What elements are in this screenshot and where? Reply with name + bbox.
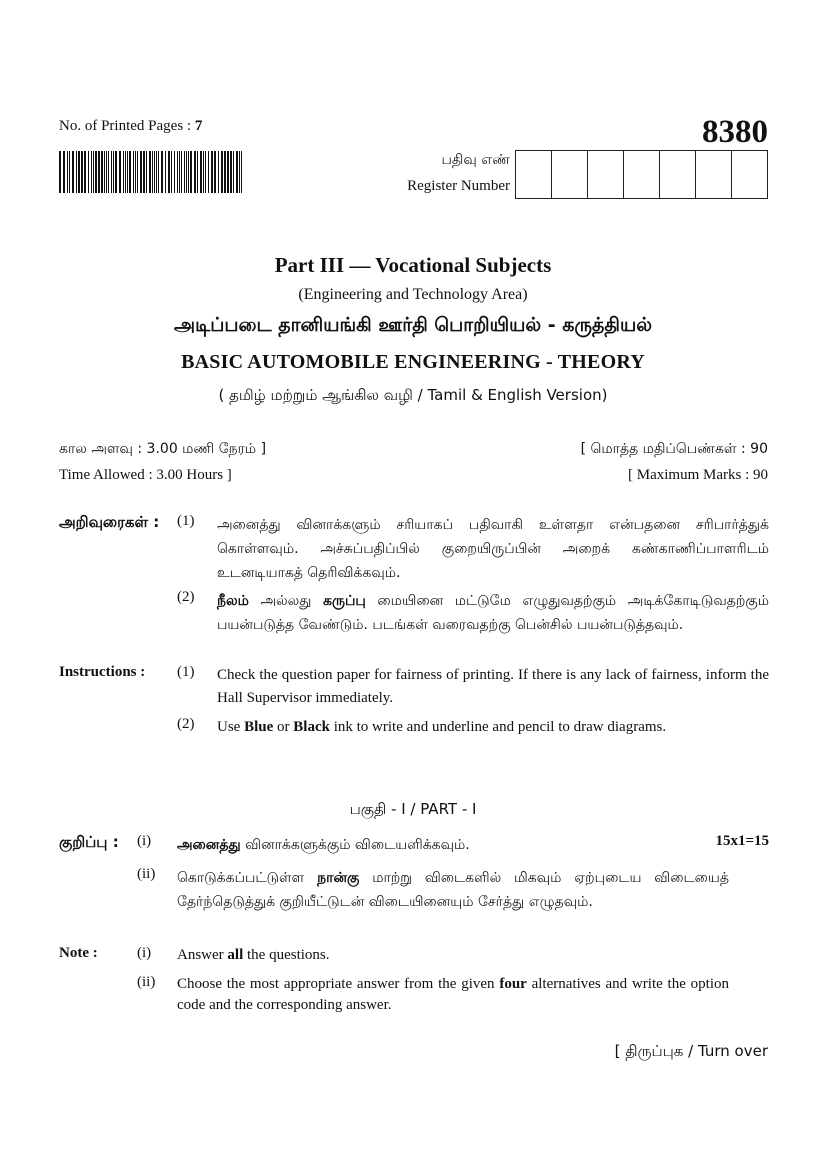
instruction-tamil-2: (2) நீலம் அல்லது கருப்பு மையினை மட்டுமே எழுதுவதற்கும் அடிக்கோடிடுவதற்கும் பயன்படுத்த வேண்டும். படங்கள் வரைவதற்கு பென்சில் பயன்படுத்தவும்.: [59, 589, 769, 637]
subject-area: (Engineering and Technology Area): [298, 286, 528, 303]
barcode-bar: [194, 151, 196, 193]
barcode-bar: [171, 151, 172, 193]
barcode-bar: [168, 151, 170, 193]
barcode-bar: [143, 151, 145, 193]
barcode-bar: [127, 151, 128, 193]
barcode-bar: [125, 151, 126, 193]
instruction-text: Check the question paper for fairness of printing. If there is any lack of fairness, inform the Hall Supervisor immediately.: [217, 667, 769, 706]
barcode-bar: [69, 151, 70, 193]
barcode-bar: [84, 151, 86, 193]
barcode-image: [59, 151, 245, 193]
barcode-bar: [208, 151, 209, 193]
register-digit-box[interactable]: [588, 151, 624, 198]
barcode-bar: [133, 151, 134, 193]
barcode-bar: [174, 151, 175, 193]
barcode-bar: [113, 151, 114, 193]
barcode-bar: [241, 151, 242, 193]
barcode-bar: [129, 151, 131, 193]
barcode-bar: [200, 151, 202, 193]
barcode-bar: [137, 151, 138, 193]
register-number-label: Register Number: [407, 178, 510, 194]
barcode-bar: [205, 151, 206, 193]
barcode-bar: [203, 151, 204, 193]
maximum-marks-tamil: [ மொத்த மதிப்பெண்கள் : 90: [580, 441, 768, 457]
instruction-tamil-1: அறிவுரைகள் : (1) அனைத்து வினாக்களும் சரியாகப் பதிவாகி உள்ளதா என்பதனை சரிபார்த்துக் கொள்ளவும். அச்சுப்பதிப்பில் குறையிருப்பின் அறைக் கண்காணிப்பாளரிடம் உடனடியாகத் தெரிவிக்கவும்.: [59, 513, 769, 585]
maximum-marks: [ Maximum Marks : 90: [628, 467, 768, 483]
register-number-label-tamil: பதிவு எண்: [441, 152, 510, 168]
part-one-title: பகுதி - I / PART - I: [349, 800, 477, 818]
barcode-bar: [152, 151, 153, 193]
barcode-bar: [78, 151, 80, 193]
barcode-bar: [156, 151, 157, 193]
register-digit-box[interactable]: [732, 151, 767, 198]
turn-over-label: [ திருப்புக / Turn over: [614, 1042, 768, 1060]
paper-code: 8380: [702, 114, 768, 150]
barcode-bar: [211, 151, 213, 193]
register-digit-box[interactable]: [552, 151, 588, 198]
barcode-bar: [239, 151, 240, 193]
barcode-bar: [119, 151, 121, 193]
barcode-bar: [106, 151, 107, 193]
instruction-text: அனைத்து வினாக்களும் சரியாகப் பதிவாகி உள்ளதா என்பதனை சரிபார்த்துக் கொள்ளவும். அச்சுப்பதிப்பில் குறையிருப்பின் அறைக் கண்காணிப்பாளரிடம் உடனடியாகத் தெரிவிக்கவும்.: [217, 517, 769, 581]
barcode-bar: [101, 151, 103, 193]
barcode-bar: [88, 151, 89, 193]
barcode-bar: [93, 151, 94, 193]
barcode-bar: [81, 151, 83, 193]
barcode-bar: [233, 151, 234, 193]
instructions-label-tamil: அறிவுரைகள் :: [59, 513, 160, 531]
barcode-bar: [236, 151, 238, 193]
barcode-bar: [188, 151, 189, 193]
barcode-bar: [186, 151, 187, 193]
barcode-bar: [149, 151, 151, 193]
register-digit-box[interactable]: [516, 151, 552, 198]
part-title: Part III — Vocational Subjects: [274, 253, 552, 277]
barcode-bar: [91, 151, 92, 193]
register-digit-box[interactable]: [624, 151, 660, 198]
barcode-bar: [72, 151, 74, 193]
barcode-bar: [190, 151, 192, 193]
barcode-bar: [115, 151, 117, 193]
note-label: Note :: [59, 945, 98, 961]
note-text: Choose the most appropriate answer from the given four alternatives and write the option code and the corresponding answer.: [177, 976, 729, 1013]
register-digit-box[interactable]: [660, 151, 696, 198]
barcode-bar: [123, 151, 124, 193]
barcode-bar: [98, 151, 100, 193]
barcode-bar: [177, 151, 178, 193]
barcode-bar: [224, 151, 226, 193]
barcode-bar: [161, 151, 163, 193]
instruction-text: நீலம் அல்லது கருப்பு மையினை மட்டுமே எழுதுவதற்கும் அடிக்கோடிடுவதற்கும் பயன்படுத்த வேண்டும். படங்கள் வரைவதற்கு பென்சில் பயன்படுத்தவும்.: [217, 593, 769, 633]
barcode-bar: [230, 151, 232, 193]
instruction-english-1: Instructions : (1) Check the question paper for fairness of printing. If there is any lack of fairness, inform the Hall Supervisor immediately.: [59, 664, 769, 710]
marks-allocation: 15x1=15: [715, 833, 769, 849]
note-tamil-2: (ii) கொடுக்கப்பட்டுள்ள நான்கு மாற்று விடைகளில் மிகவும் ஏற்புடைய விடையைத் தேர்ந்தெடுத்துக் குறியீட்டுடன் விடையினையும் சேர்த்து எழுதவும்.: [59, 866, 769, 914]
note-english-2: (ii) Choose the most appropriate answer from the given four alternatives and write the option code and the corresponding answer.: [59, 974, 769, 1016]
version-line: ( தமிழ் மற்றும் ஆங்கில வழி / Tamil & English Version): [218, 386, 608, 404]
barcode-bar: [214, 151, 216, 193]
instruction-text: Use Blue or Black ink to write and underline and pencil to draw diagrams.: [217, 719, 667, 735]
register-digit-box[interactable]: [696, 151, 732, 198]
register-number-boxes[interactable]: [515, 150, 768, 199]
note-english-1: Note : (i) Answer all the questions.: [59, 945, 769, 966]
note-label-tamil: குறிப்பு :: [59, 833, 119, 851]
barcode-bar: [63, 151, 65, 193]
instruction-english-2: (2) Use Blue or Black ink to write and underline and pencil to draw diagrams.: [59, 716, 769, 739]
barcode-bar: [197, 151, 198, 193]
barcode-bar: [218, 151, 219, 193]
subject-title-tamil: அடிப்படை தானியங்கி ஊர்தி பொறியியல் - கருத்தியல்: [173, 314, 653, 336]
barcode-bar: [140, 151, 142, 193]
note-text: Answer all the questions.: [177, 947, 330, 963]
barcode-bar: [184, 151, 185, 193]
barcode-bar: [179, 151, 180, 193]
barcode-bar: [221, 151, 223, 193]
printed-pages: No. of Printed Pages : 7: [59, 118, 203, 134]
barcode-bar: [59, 151, 61, 193]
barcode-bar: [104, 151, 105, 193]
note-tamil-1: குறிப்பு : (i) அனைத்து வினாக்களுக்கும் விடையளிக்கவும். 15x1=15: [59, 833, 769, 857]
barcode-bar: [95, 151, 97, 193]
instructions-label: Instructions :: [59, 664, 146, 680]
barcode-bar: [165, 151, 166, 193]
barcode-bar: [135, 151, 136, 193]
subject-title-english: BASIC AUTOMOBILE ENGINEERING - THEORY: [181, 351, 645, 373]
barcode-bar: [67, 151, 68, 193]
barcode-bar: [227, 151, 229, 193]
barcode-bar: [158, 151, 159, 193]
barcode-bar: [146, 151, 147, 193]
time-allowed-tamil: கால அளவு : 3.00 மணி நேரம் ]: [59, 441, 267, 457]
time-allowed: Time Allowed : 3.00 Hours ]: [59, 467, 232, 483]
note-text: அனைத்து வினாக்களுக்கும் விடையளிக்கவும்.: [177, 837, 470, 853]
note-text: கொடுக்கப்பட்டுள்ள நான்கு மாற்று விடைகளில் மிகவும் ஏற்புடைய விடையைத் தேர்ந்தெடுத்துக் குறியீட்டுடன் விடையினையும் சேர்த்து எழுதவும்.: [177, 870, 729, 910]
barcode-bar: [108, 151, 109, 193]
barcode-bar: [181, 151, 182, 193]
barcode-bar: [154, 151, 155, 193]
barcode-bar: [111, 151, 112, 193]
barcode-bar: [76, 151, 77, 193]
